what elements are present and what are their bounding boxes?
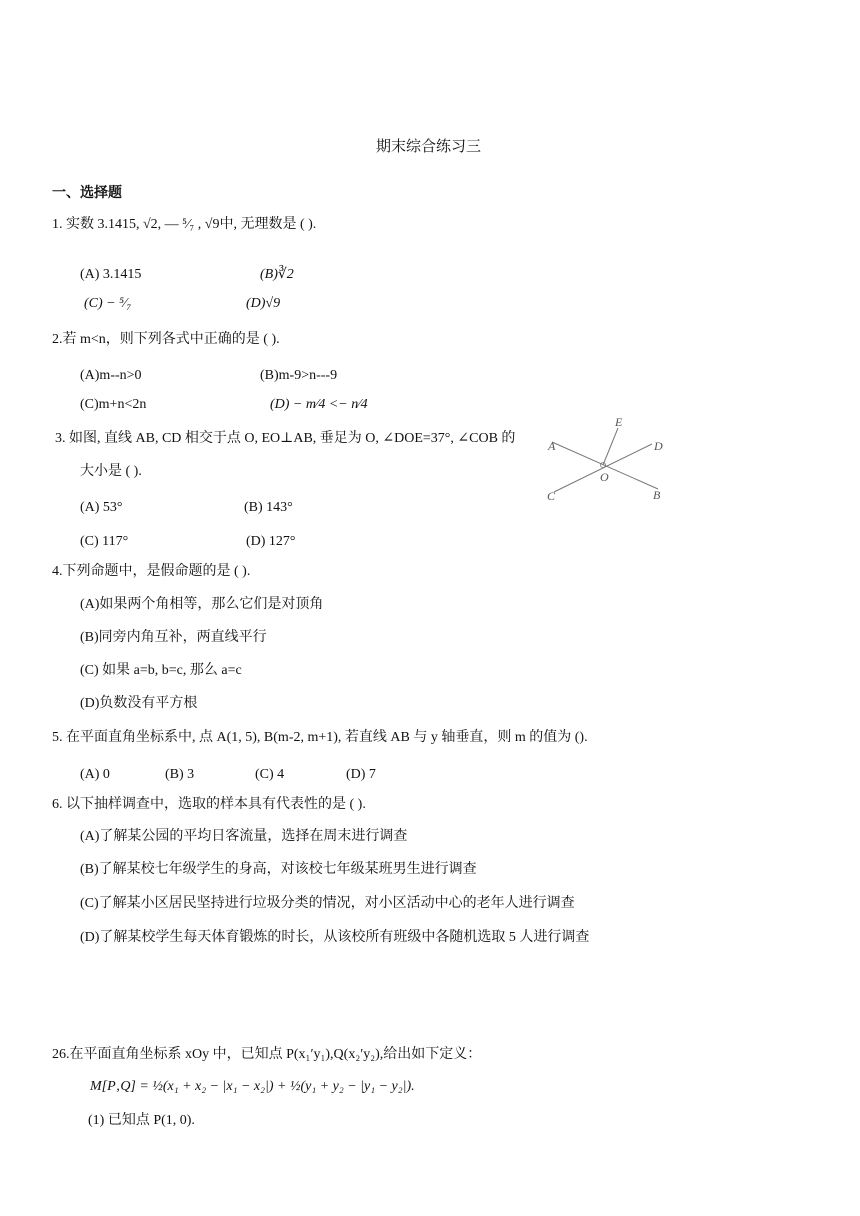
question-5-option-d: (D) 7 <box>346 767 376 782</box>
line-cd <box>554 444 652 492</box>
question-3-option-b: (B) 143° <box>244 500 293 515</box>
label-o: O <box>600 470 609 484</box>
question-4-option-d: (D)负数没有平方根 <box>80 696 198 711</box>
label-a: A <box>548 439 556 453</box>
question-5-option-c: (C) 4 <box>255 767 285 782</box>
question-26-formula: M[P‚Q] = ½(x₁ + x₂ − |x₁ − x₂|) + ½(y₁ + y₂ − |y₁ − y₂|). <box>90 1079 415 1094</box>
question-6-option-b: (B)了解某校七年级学生的身高，对该校七年级某班男生进行调查 <box>80 862 477 877</box>
question-5-option-a: (A) 0 <box>80 767 110 782</box>
question-2-option-d: (D) − m⁄4 <− n⁄4 <box>270 397 368 412</box>
question-4-stem: 4.下列命题中，是假命题的是 ( ). <box>52 564 251 579</box>
question-1-option-a: (A) 3.1415 <box>80 267 142 282</box>
question-1-stem: 1. 实数 3.1415, √2, — ⁵⁄₇ , √9中, 无理数是 ( ). <box>52 217 317 232</box>
question-1-option-c: (C) − ⁵⁄₇ <box>84 296 132 311</box>
question-2-stem: 2.若 m<n，则下列各式中正确的是 ( ). <box>52 332 280 347</box>
question-2-option-b: (B)m-9>n---9 <box>260 368 338 383</box>
question-26-stem: 26.在平面直角坐标系 xOy 中，已知点 P(x₁′y₁),Q(x₂′y₂),给出如下定义： <box>52 1047 482 1062</box>
label-e: E <box>615 415 623 429</box>
question-4-option-b: (B)同旁内角互补，两直线平行 <box>80 630 267 645</box>
page-title: 期末综合练习三 <box>376 139 482 155</box>
question-5-option-b: (B) 3 <box>165 767 195 782</box>
question-6-option-c: (C)了解某小区居民坚持进行垃圾分类的情况，对小区活动中心的老年人进行调查 <box>80 896 575 911</box>
question-2-option-a: (A)m--n>0 <box>80 368 142 383</box>
label-d: D <box>654 439 663 453</box>
question-4-option-a: (A)如果两个角相等，那么它们是对顶角 <box>80 597 324 612</box>
question-2-option-c: (C)m+n<2n <box>80 397 147 412</box>
question-3-option-d: (D) 127° <box>246 534 296 549</box>
question-6-stem: 6. 以下抽样调查中，选取的样本具有代表性的是 ( ). <box>52 797 366 812</box>
question-3-stem-line-1: 3. 如图, 直线 AB, CD 相交于点 O, EO⊥AB, 垂足为 O, ∠DOE=37°, ∠COB 的 <box>55 431 516 446</box>
question-3-option-c: (C) 117° <box>80 534 129 549</box>
question-4-option-c: (C) 如果 a=b, b=c, 那么 a=c <box>80 663 242 678</box>
question-3-stem-line-2: 大小是 ( ). <box>80 464 142 479</box>
question-3-option-a: (A) 53° <box>80 500 123 515</box>
question-1-option-d: (D)√9 <box>246 296 281 311</box>
ray-oe <box>603 428 618 465</box>
question-1-option-b: (B)∛2 <box>260 267 294 282</box>
intersecting-lines-figure <box>540 414 680 510</box>
label-c: C <box>547 489 556 503</box>
question-6-option-d: (D)了解某校学生每天体育锻炼的时长，从该校所有班级中各随机选取 5 人进行调查 <box>80 930 590 945</box>
question-5-stem: 5. 在平面直角坐标系中, 点 A(1, 5), B(m-2, m+1), 若直线 AB 与 y 轴垂直，则 m 的值为 (). <box>52 730 588 745</box>
label-b: B <box>653 488 661 502</box>
question-6-option-a: (A)了解某公园的平均日客流量，选择在周末进行调查 <box>80 829 408 844</box>
question-26-part-1: (1) 已知点 P(1, 0). <box>88 1113 195 1128</box>
section-heading: 一、选择题 <box>52 185 122 201</box>
